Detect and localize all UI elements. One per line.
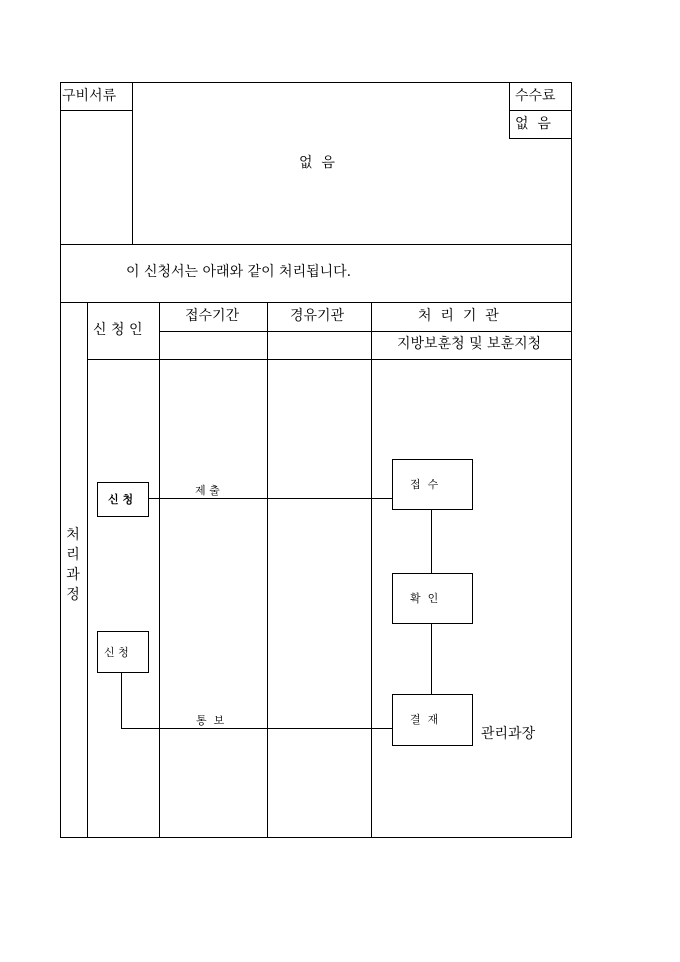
notice-bottom <box>60 302 572 303</box>
applicant-column-divider <box>159 302 160 838</box>
header-applicant: 신 청 인 <box>93 322 143 338</box>
submit-label: 제 출 <box>195 484 220 497</box>
apply-box-label: 신 청 <box>104 646 129 659</box>
notify-vertical-line <box>121 672 122 729</box>
submit-line <box>148 498 392 499</box>
apply-bold-label: 신 청 <box>108 493 134 506</box>
docs-column-divider <box>132 82 133 244</box>
relay-column-divider <box>371 302 372 838</box>
header-mid-divider <box>159 331 572 332</box>
table-bottom <box>60 837 572 838</box>
header-processing: 처 리 기 관 <box>418 308 499 324</box>
right-border <box>571 82 572 838</box>
header-bottom <box>87 359 572 360</box>
notify-label: 통 보 <box>196 714 225 727</box>
header-reception: 접수기간 <box>185 308 240 324</box>
approver-label: 관리과장 <box>481 726 536 742</box>
fee-label: 수수료 <box>515 88 556 104</box>
top-section-bottom <box>60 244 572 245</box>
approval-box-label: 결 재 <box>410 713 439 726</box>
docs-label-divider <box>60 110 132 111</box>
top-border <box>60 82 572 83</box>
required-docs-value: 없 음 <box>299 155 335 171</box>
processing-notice: 이 신청서는 아래와 같이 처리됩니다. <box>126 264 352 280</box>
side-label-processing: 처 리 과 정 <box>66 527 80 603</box>
reception-box-label: 접 수 <box>410 478 439 491</box>
header-relay: 경유기관 <box>290 308 345 324</box>
fee-divider-1 <box>509 110 572 111</box>
confirm-to-approval-line <box>431 624 432 694</box>
approval-box <box>392 694 473 746</box>
reception-box <box>392 459 473 510</box>
apply-box-bold <box>97 482 149 517</box>
fee-value: 없 음 <box>515 116 551 132</box>
header-processing-sub: 지방보훈청 및 보훈지청 <box>397 336 542 352</box>
reception-column-divider <box>267 302 268 838</box>
required-docs-label: 구비서류 <box>62 88 117 104</box>
notify-line <box>121 728 392 729</box>
reception-to-confirm-line <box>431 509 432 573</box>
side-label-divider <box>87 302 88 838</box>
fee-divider-2 <box>509 138 572 139</box>
confirm-box-label: 확 인 <box>410 592 439 605</box>
left-border <box>60 82 61 838</box>
apply-box <box>97 631 149 673</box>
confirm-box <box>392 573 473 624</box>
